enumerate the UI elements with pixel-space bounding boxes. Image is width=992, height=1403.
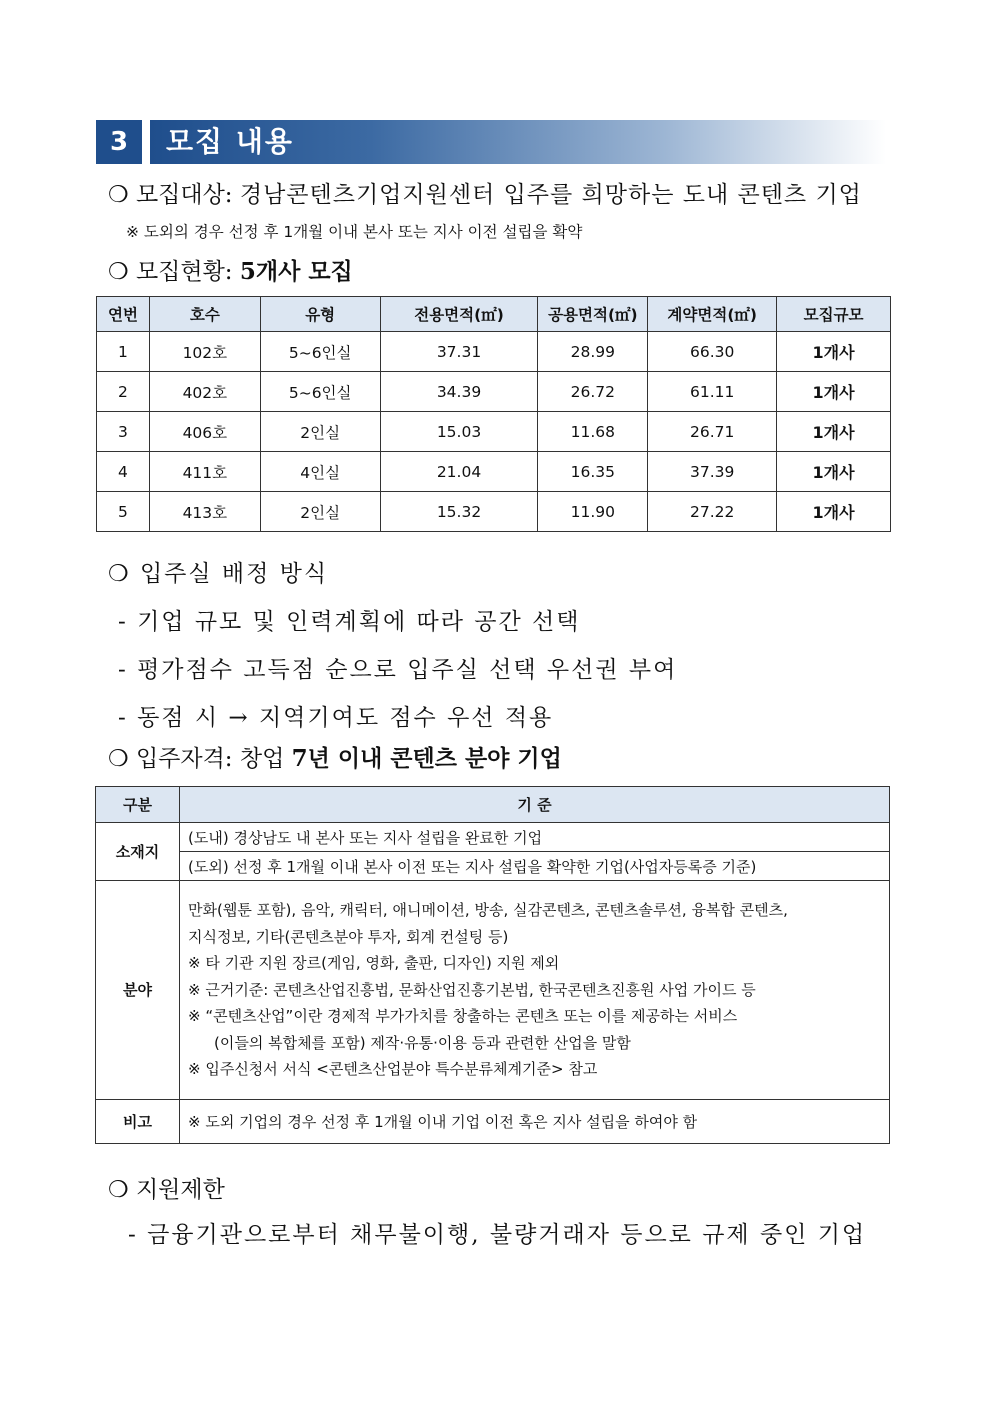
- location-label: 소재지: [96, 823, 180, 881]
- target-text: 경남콘텐츠기업지원센터 입주를 희망하는 도내 콘텐츠 기업: [239, 182, 862, 208]
- field-line: ※ 입주신청서 서식 <콘텐츠산업분야 특수분류체계기준> 참고: [188, 1060, 598, 1078]
- remark-label: 비고: [96, 1099, 180, 1143]
- header-cell: 모집규모: [777, 297, 891, 332]
- status-label: 모집현황:: [135, 259, 233, 285]
- table-header-row: [96, 787, 890, 823]
- cell-type: 4인실: [260, 452, 380, 492]
- allocation-item: - 평가점수 고득점 순으로 입주실 선택 우선권 부여: [118, 657, 678, 683]
- cell-no: 3: [97, 412, 150, 452]
- cell-type: 5~6인실: [260, 372, 380, 412]
- cell-room: 411호: [149, 452, 260, 492]
- section-number: 3: [96, 120, 142, 164]
- table-row: [97, 452, 891, 492]
- header-cell: 유형: [260, 297, 380, 332]
- qualification-label: 입주자격: 창업: [135, 746, 285, 772]
- cell-room: 102호: [149, 332, 260, 372]
- cell-no: 4: [97, 452, 150, 492]
- rooms-table: [96, 296, 891, 532]
- cell-type: 2인실: [260, 492, 380, 532]
- cell-exclusive-area: 15.32: [380, 492, 538, 532]
- cell-type: 5~6인실: [260, 332, 380, 372]
- table-row: [97, 412, 891, 452]
- cell-contract-area: 66.30: [648, 332, 777, 372]
- bullet-circle-icon: ❍: [108, 182, 129, 208]
- qualification-value: 7년 이내 콘텐츠 분야 기업: [291, 745, 562, 772]
- cell-contract-area: 61.11: [648, 372, 777, 412]
- header-cell: 공용면적(㎡): [538, 297, 648, 332]
- header-cell: 구분: [96, 787, 180, 823]
- cell-exclusive-area: 37.31: [380, 332, 538, 372]
- cell-contract-area: 37.39: [648, 452, 777, 492]
- cell-room: 406호: [149, 412, 260, 452]
- target-line: [108, 176, 862, 209]
- cell-common-area: 11.90: [538, 492, 648, 532]
- allocation-heading: [108, 555, 328, 588]
- bullet-circle-icon: ❍: [108, 1177, 129, 1203]
- table-row: [97, 332, 891, 372]
- cell-exclusive-area: 15.03: [380, 412, 538, 452]
- allocation-title: 입주실 배정 방식: [139, 561, 329, 587]
- cell-room: 413호: [149, 492, 260, 532]
- cell-scale: 1개사: [777, 332, 891, 372]
- table-row: [96, 823, 890, 852]
- field-line: 지식정보, 기타(콘텐츠분야 투자, 회계 컨설팅 등): [188, 927, 509, 946]
- section-header: [96, 120, 886, 164]
- cell-common-area: 28.99: [538, 332, 648, 372]
- cell-type: 2인실: [260, 412, 380, 452]
- cell-exclusive-area: 21.04: [380, 452, 538, 492]
- cell-common-area: 11.68: [538, 412, 648, 452]
- field-label: 분야: [96, 881, 180, 1100]
- status-value: 5개사 모집: [239, 258, 353, 285]
- cell-room: 402호: [149, 372, 260, 412]
- header-cell: 기 준: [180, 787, 890, 823]
- field-line: ※ “콘텐츠산업”이란 경제적 부가가치를 창출하는 콘텐츠 또는 이를 제공하는 서비스: [188, 1007, 738, 1025]
- cell-contract-area: 26.71: [648, 412, 777, 452]
- restriction-title: 지원제한: [135, 1177, 225, 1203]
- field-line: ※ 타 기관 지원 장르(게임, 영화, 출판, 디자인) 지원 제외: [188, 954, 560, 972]
- table-row: [97, 492, 891, 532]
- bullet-circle-icon: ❍: [108, 746, 129, 772]
- cell-no: 2: [97, 372, 150, 412]
- field-line: ※ 근거기준: 콘텐츠산업진흥법, 문화산업진흥기본법, 한국콘텐츠진흥원 사업 가이드 등: [188, 980, 756, 999]
- location-row: (도내) 경상남도 내 본사 또는 지사 설립을 완료한 기업: [180, 823, 890, 852]
- cell-scale: 1개사: [777, 372, 891, 412]
- header-cell: 호수: [149, 297, 260, 332]
- target-note: ※ 도외의 경우 선정 후 1개월 이내 본사 또는 지사 이전 설립을 확약: [126, 223, 583, 241]
- qualification-line: [108, 740, 562, 773]
- cell-scale: 1개사: [777, 412, 891, 452]
- field-line: 만화(웹툰 포함), 음악, 캐릭터, 애니메이션, 방송, 실감콘텐츠, 콘텐츠솔루션, 융복합 콘텐츠,: [188, 901, 788, 919]
- status-line: [108, 253, 353, 286]
- table-row: [96, 881, 890, 1100]
- remark-text: ※ 도외 기업의 경우 선정 후 1개월 이내 기업 이전 혹은 지사 설립을 하여야 함: [180, 1099, 890, 1143]
- cell-no: 1: [97, 332, 150, 372]
- bullet-circle-icon: ❍: [108, 259, 129, 285]
- header-cell: 전용면적(㎡): [380, 297, 538, 332]
- header-cell: 연번: [97, 297, 150, 332]
- table-header-row: [97, 297, 891, 332]
- location-row: (도외) 선정 후 1개월 이내 본사 이전 또는 지사 설립을 확약한 기업(사업자등록증 기준): [180, 852, 890, 881]
- header-cell: 계약면적(㎡): [648, 297, 777, 332]
- cell-common-area: 26.72: [538, 372, 648, 412]
- field-line: (이들의 복합체를 포함) 제작·유통·이용 등과 관련한 산업을 말함: [214, 1033, 631, 1052]
- cell-common-area: 16.35: [538, 452, 648, 492]
- table-row: [96, 852, 890, 881]
- cell-no: 5: [97, 492, 150, 532]
- field-content: [180, 881, 890, 1100]
- criteria-table: [95, 786, 890, 1144]
- cell-scale: 1개사: [777, 452, 891, 492]
- cell-contract-area: 27.22: [648, 492, 777, 532]
- cell-exclusive-area: 34.39: [380, 372, 538, 412]
- section-title: 모집 내용: [166, 125, 294, 158]
- restriction-heading: [108, 1171, 225, 1204]
- target-label: 모집대상:: [135, 182, 233, 208]
- allocation-item: - 기업 규모 및 인력계획에 따라 공간 선택: [118, 609, 581, 635]
- table-row: [97, 372, 891, 412]
- cell-scale: 1개사: [777, 492, 891, 532]
- bullet-circle-icon: ❍: [108, 561, 131, 587]
- allocation-item: - 동점 시 → 지역기여도 점수 우선 적용: [118, 705, 554, 731]
- table-row: [96, 1099, 890, 1143]
- restriction-item: - 금융기관으로부터 채무불이행, 불량거래자 등으로 규제 중인 기업: [128, 1222, 867, 1248]
